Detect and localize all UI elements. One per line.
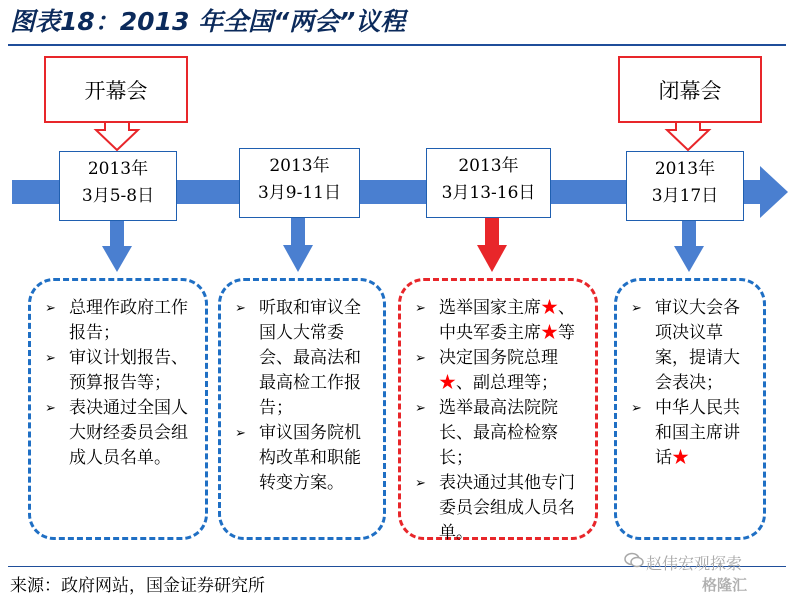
arrow-bullet-icon: ➢ [45,301,56,316]
agenda-list [413,296,587,546]
agenda-item-text: 选举最高法院院长、最高检检察长； [439,398,558,468]
agenda-item-text: 听取和审议全国人大常委会、最高法和最高检工作报告； [259,298,361,418]
close-callout-arrow [667,121,709,150]
watermark-channel: 赵伟宏观探索 [646,554,743,573]
date-year: 2013年 [654,159,716,179]
agenda-list [233,296,375,496]
agenda-item-text: 、中央军委主席 [439,298,575,343]
agenda-item-text: 表决通过其他专门委员会组成人员名单。 [439,473,575,543]
date-year: 2013年 [87,159,149,179]
arrow-bullet-icon: ➢ [415,301,426,316]
down-arrow-3 [477,218,507,272]
date-range: 3月9-11日 [257,183,341,203]
agenda-item [413,396,587,471]
star-icon: ★ [672,448,689,468]
agenda-box-4 [614,278,766,540]
date-range: 3月17日 [651,186,719,206]
page-title: 图表18：2013 年全国“两会”议程 [10,7,406,36]
agenda-item-text: 审议大会各项决议草案，提请大会表决； [655,298,740,393]
arrow-bullet-icon: ➢ [415,401,426,416]
arrow-bullet-icon: ➢ [415,476,426,491]
date-box-2 [239,148,360,218]
timeline-arrow-head [760,166,788,218]
agenda-item [233,296,375,421]
agenda-item-text: 审议计划报告、预算报告等； [69,348,188,393]
agenda-item-text: 总理作政府工作报告； [69,298,188,343]
agenda-item [43,346,197,396]
watermark-logo: 格隆汇 [702,576,748,594]
agenda-item-text: 决定国务院总理 [439,348,558,368]
arrow-bullet-icon: ➢ [235,426,246,441]
arrow-bullet-icon: ➢ [45,351,56,366]
star-icon: ★ [541,298,558,318]
agenda-item-text: 审议国务院机构改革和职能转变方案。 [259,423,361,493]
date-box-4 [626,151,744,221]
agenda-item-text: 中华人民共和国主席讲话 [655,398,740,468]
agenda-item-text: 选举国家主席 [439,298,541,318]
agenda-item [413,346,587,396]
arrow-bullet-icon: ➢ [415,351,426,366]
date-range: 3月13-16日 [441,183,536,203]
agenda-box-3 [398,278,598,543]
agenda-list [629,296,755,471]
arrow-bullet-icon: ➢ [235,301,246,316]
agenda-item-text: 等 [558,323,575,343]
agenda-item-text: 、副总理等； [456,373,558,393]
opening-session-callout: 开幕会 [44,56,188,123]
arrow-bullet-icon: ➢ [45,401,56,416]
down-arrow-2 [283,218,313,272]
star-icon: ★ [439,373,456,393]
agenda-item [629,396,755,471]
open-callout-arrow [96,121,138,150]
agenda-item [43,396,197,471]
agenda-item-text: 表决通过全国人大财经委员会组成人员名单。 [69,398,188,468]
down-arrow-1 [102,221,132,272]
date-box-1 [59,151,177,221]
agenda-item [413,296,587,346]
date-box-3 [426,148,551,218]
agenda-list [43,296,197,471]
agenda-item [43,296,197,346]
date-year: 2013年 [269,156,330,176]
arrow-bullet-icon: ➢ [631,401,642,416]
agenda-item [629,296,755,396]
down-arrow-4 [674,220,704,272]
agenda-box-2 [218,278,386,540]
date-year: 2013年 [458,156,519,176]
date-range: 3月5-8日 [81,186,155,206]
closing-session-callout: 闭幕会 [618,56,762,123]
arrow-bullet-icon: ➢ [631,301,642,316]
agenda-item [233,421,375,496]
source-note: 来源：政府网站，国金证券研究所 [10,576,265,596]
wechat-icon [624,552,644,568]
agenda-item [413,471,587,546]
star-icon: ★ [541,323,558,343]
agenda-box-1 [28,278,208,540]
